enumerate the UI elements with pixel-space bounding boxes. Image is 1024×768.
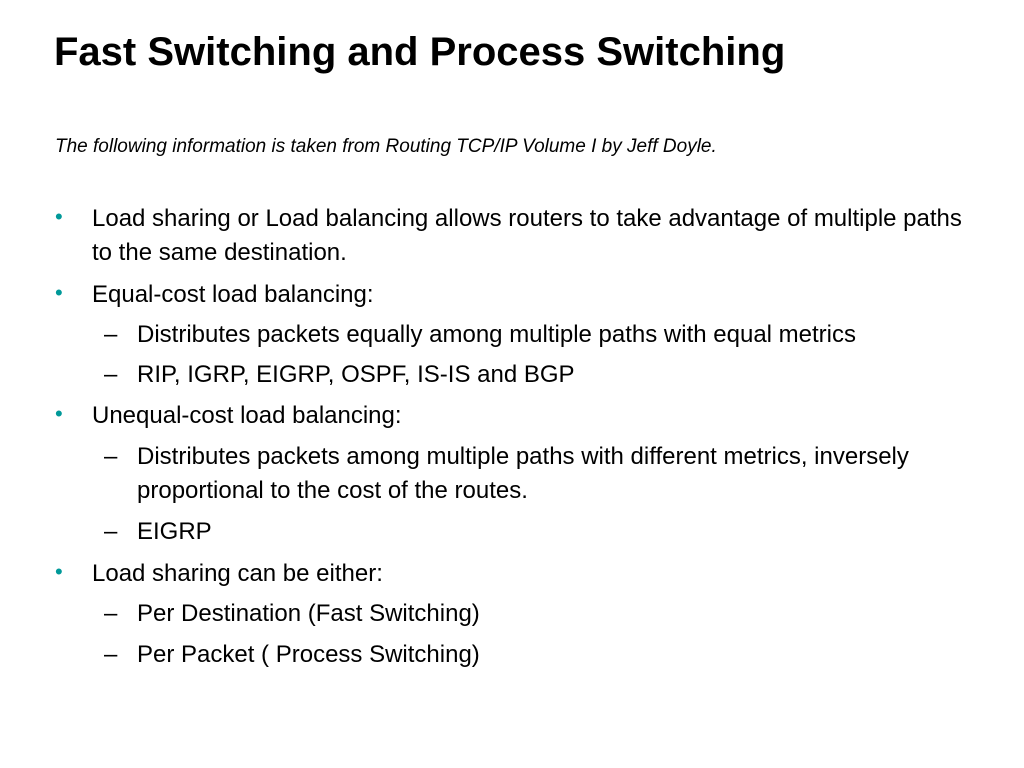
dash-icon: –: [104, 518, 118, 545]
slide-subtitle: The following information is taken from Routing TCP/IP Volume I by Jeff Doyle.: [55, 136, 717, 157]
sub-bullet-text: EIGRP: [137, 518, 212, 545]
bullet-text: Load sharing can be either:: [92, 560, 383, 587]
bullet-text: Unequal-cost load balancing:: [92, 402, 402, 429]
dash-icon: –: [104, 443, 118, 470]
bullet-text: Load sharing or Load balancing allows routers to take advantage of multiple paths to the same destination.: [92, 205, 962, 266]
dash-icon: –: [104, 361, 118, 388]
dash-icon: –: [104, 321, 118, 348]
sub-bullet-text: Per Destination (Fast Switching): [137, 600, 480, 627]
sub-bullet-text: Per Packet ( Process Switching): [137, 641, 480, 668]
bullet-icon: •: [55, 401, 63, 426]
slide-title: Fast Switching and Process Switching: [54, 30, 786, 74]
sub-bullet-item: [104, 515, 957, 549]
sub-bullet-item: [104, 318, 1017, 352]
bullet-item: [55, 557, 972, 591]
bullet-icon: •: [55, 204, 63, 229]
bullet-icon: •: [55, 559, 63, 584]
bullet-item: [55, 399, 972, 433]
sub-bullet-text: Distributes packets equally among multiple paths with equal metrics: [137, 321, 857, 348]
sub-bullet-text: RIP, IGRP, EIGRP, OSPF, IS-IS and BGP: [137, 361, 575, 388]
sub-bullet-item: [104, 440, 957, 508]
dash-icon: –: [104, 600, 118, 627]
sub-bullet-item: [104, 358, 977, 392]
bullet-text: Equal-cost load balancing:: [92, 281, 374, 308]
bullet-icon: •: [55, 280, 63, 305]
sub-bullet-item: [104, 638, 957, 672]
bullet-item: [55, 278, 972, 312]
dash-icon: –: [104, 641, 118, 668]
sub-bullet-item: [104, 597, 957, 631]
sub-bullet-text: Distributes packets among multiple paths with different metrics, inversely proportional to the cost of the routes.: [137, 443, 909, 504]
bullet-item: [55, 202, 972, 270]
